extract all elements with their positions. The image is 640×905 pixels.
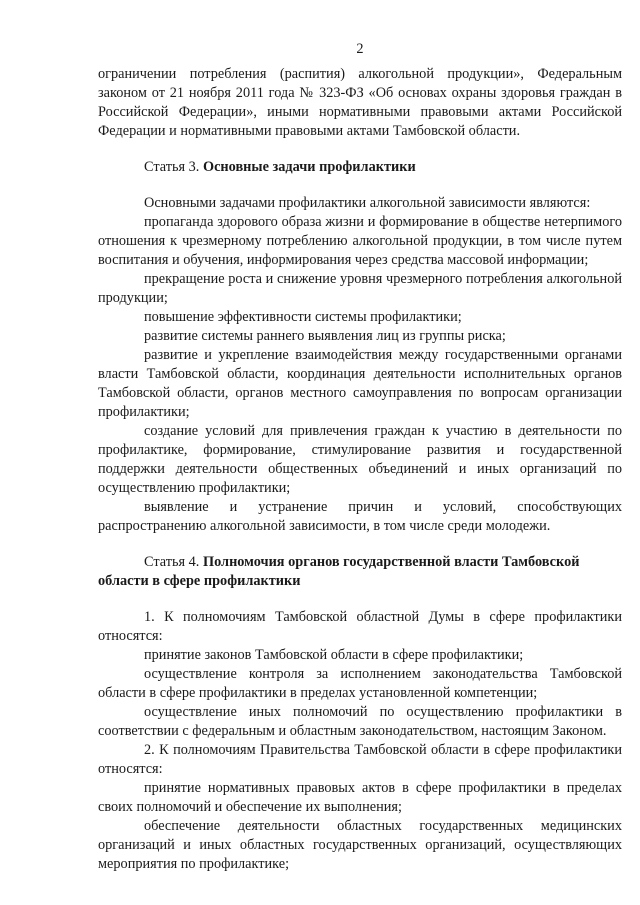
article-4-point-1-lead: 1. К полномочиям Тамбовской областной Думы в сфере профилактики относятся: <box>98 609 622 644</box>
article-3-item: выявление и устранение причин и условий, способствующих распространению алкогольной зависимости, в том числе среди молодежи. <box>98 499 622 534</box>
article-4-point-1-item: осуществление иных полномочий по осуществлению профилактики в соответствии с федеральным и областным законодательством, настоящим Законом. <box>98 704 622 739</box>
article-3-item: развитие системы раннего выявления лиц из группы риска; <box>144 328 506 344</box>
article-3-label: Статья 3. <box>144 159 200 175</box>
article-3-lead: Основными задачами профилактики алкогольной зависимости являются: <box>144 195 591 211</box>
article-4-point-2-lead: 2. К полномочиям Правительства Тамбовской области в сфере профилактики относятся: <box>98 742 622 777</box>
article-4-point-1-item: осуществление контроля за исполнением законодательства Тамбовской области в сфере профилактики в пределах установленной компетенции; <box>98 666 622 701</box>
article-3-item: повышение эффективности системы профилактики; <box>144 309 462 325</box>
article-3-item: прекращение роста и снижение уровня чрезмерного потребления алкогольной продукции; <box>98 271 622 306</box>
article-3-item: создание условий для привлечения граждан к участию в деятельности по профилактике, формирование, стимулирование развития и государственной поддержки деятельности общественных объединений и иных организаций по осуществлению профилактики; <box>98 423 622 496</box>
article-4-title: Полномочия органов государственной власти Тамбовской области в сфере профилактики <box>98 554 580 589</box>
article-4-label: Статья 4. <box>144 554 200 570</box>
article-4-heading <box>98 553 622 591</box>
article-3-heading <box>98 158 622 177</box>
article-4-point-2-item: обеспечение деятельности областных государственных медицинских организаций и иных областных государственных организаций, осуществляющих мероприятия по профилактике; <box>98 818 622 872</box>
article-3-item: развитие и укрепление взаимодействия между государственными органами власти Тамбовской области, координация деятельности исполнительных органов Тамбовской области, органов местного самоуправления по вопросам организации профилактики; <box>98 347 622 420</box>
article-4-point-2-item: принятие нормативных правовых актов в сфере профилактики в пределах своих полномочий и обеспечение их выполнения; <box>98 780 622 815</box>
article-3-item: пропаганда здорового образа жизни и формирование в обществе нетерпимого отношения к чрезмерному потреблению алкогольной продукции, в том числе путем воспитания и обучения, информирования через средства массовой информации; <box>98 214 622 268</box>
article-3-title: Основные задачи профилактики <box>202 159 416 175</box>
page-number: 2 <box>356 41 364 57</box>
intro-paragraph: ограничении потребления (распития) алкогольной продукции», Федеральным законом от 21 ноября 2011 года № 323-ФЗ «Об основах охраны здоровья граждан в Российской Федерации», иными нормативными правовыми актами Российской Федерации и нормативными правовыми актами Тамбовской области. <box>98 66 622 139</box>
article-4-point-1-item: принятие законов Тамбовской области в сфере профилактики; <box>144 647 524 663</box>
